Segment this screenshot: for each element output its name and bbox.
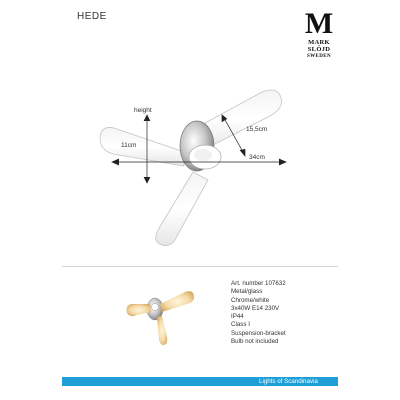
- logo-letter: M: [304, 7, 334, 40]
- spec-item: Art. number 107632: [231, 280, 286, 287]
- logo-line-1: MARK: [308, 39, 330, 46]
- spec-list: [231, 280, 286, 346]
- product-title: HEDE: [77, 11, 107, 22]
- spec-item: Chrome/white: [231, 296, 270, 304]
- spec-item: 3x40W E14 230V: [231, 304, 280, 312]
- spec-item: Suspension-bracket: [231, 329, 286, 337]
- height-value: 11cm: [121, 142, 137, 149]
- section-divider: [62, 266, 338, 267]
- diagonal-value: 15,5cm: [246, 126, 268, 133]
- logo-line-3: SWEDEN: [306, 54, 332, 59]
- spec-item: Bulb not included: [231, 338, 279, 346]
- height-label: height: [134, 107, 152, 114]
- footer-bar: [62, 377, 338, 386]
- logo-line-2: SLÖJD: [307, 46, 331, 53]
- footer-text: Lights of Scandinavia: [259, 378, 318, 385]
- spec-item: Class I: [231, 321, 250, 329]
- width-value: 34cm: [249, 154, 265, 161]
- spec-item: IP44: [231, 313, 244, 321]
- product-photo: [127, 291, 195, 345]
- shade-bottom: [156, 172, 208, 246]
- shade-left: [100, 127, 184, 166]
- spec-item: Metal/glass: [231, 288, 263, 296]
